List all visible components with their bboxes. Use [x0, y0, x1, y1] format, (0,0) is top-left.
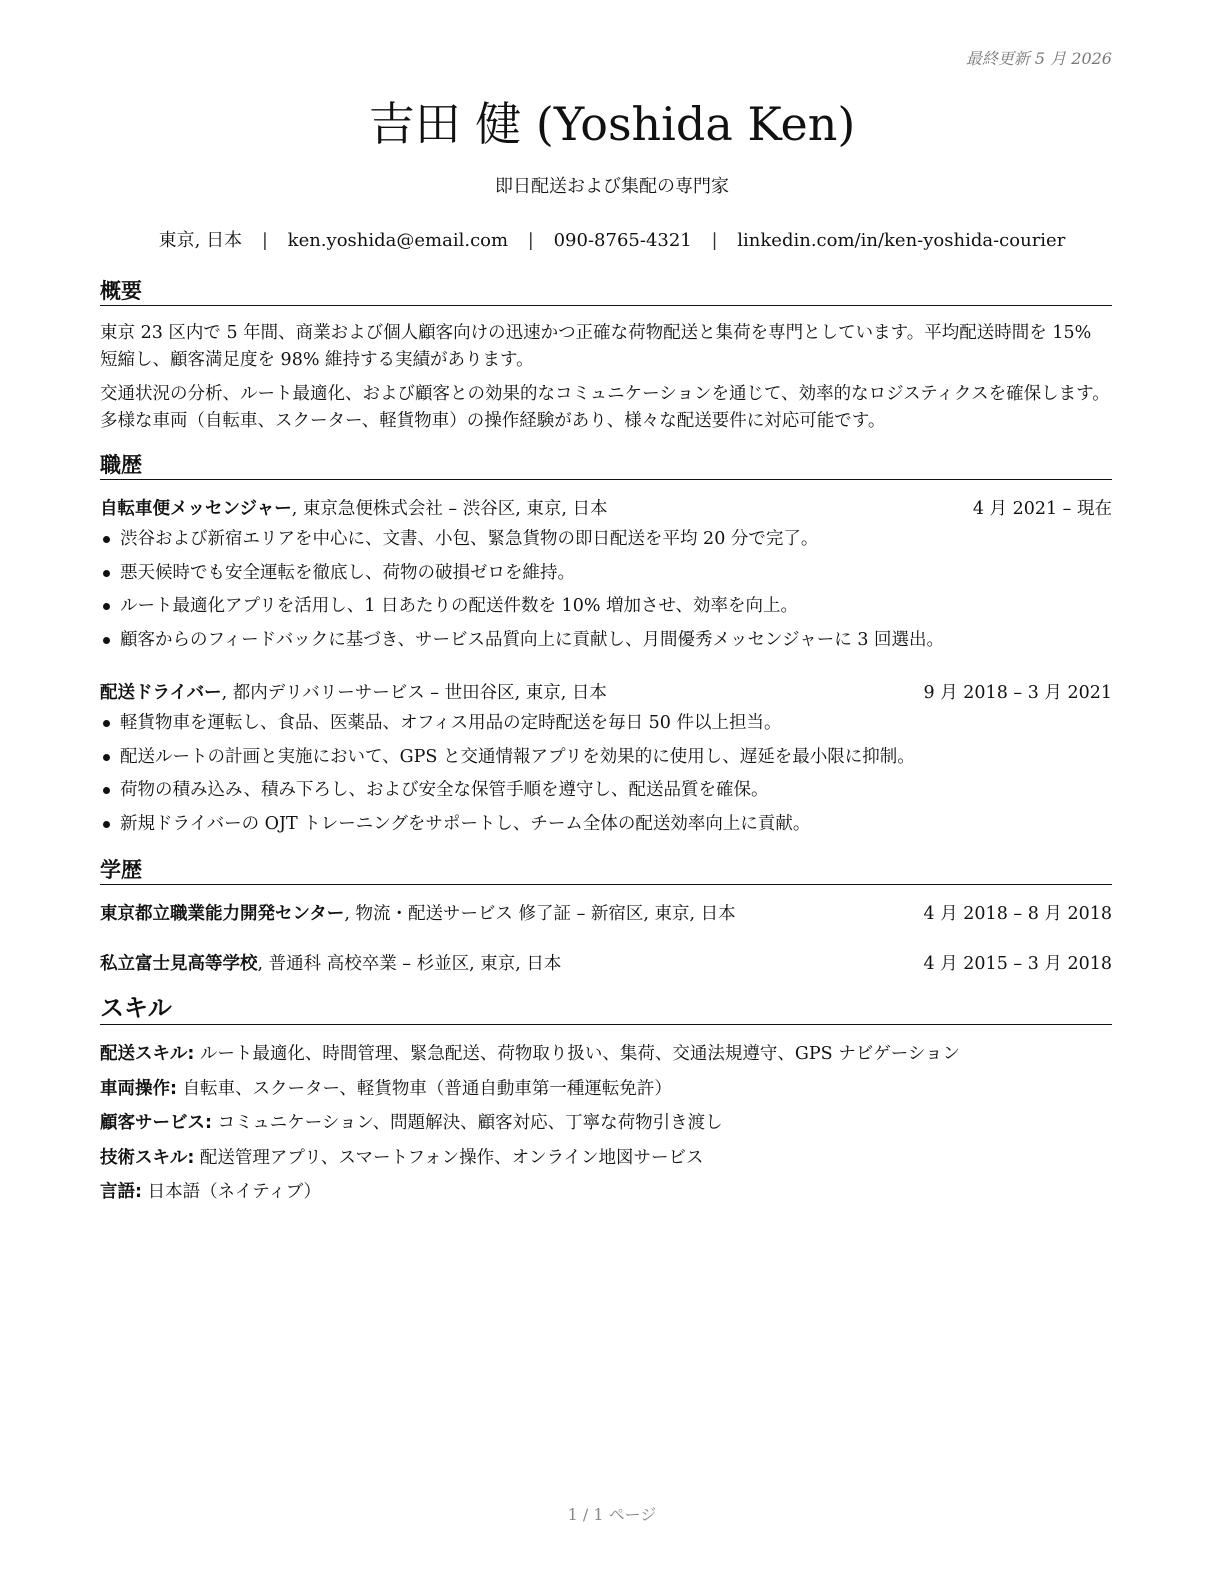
skill-item: 車両操作: 自転車、スクーター、軽貨物車（普通自動車第一種運転免許） [100, 1078, 672, 1099]
skill-item: 配送スキル: ルート最適化、時間管理、緊急配送、荷物取り扱い、集荷、交通法規遵守、GPS ナビゲーション [100, 1044, 960, 1064]
education-detail: , 普通科 高校卒業 – 杉並区, 東京, 日本 [257, 954, 562, 974]
contact-line [0, 226, 1224, 252]
bullet-dot [103, 570, 110, 577]
separator: | [711, 230, 718, 251]
skill-item: 技術スキル: 配送管理アプリ、スマートフォン操作、オンライン地図サービス [100, 1147, 704, 1168]
job-role: 自転車便メッセンジャー [100, 499, 292, 519]
bullet-item: 荷物の積み込み、積み下ろし、および安全な保管手順を遵守し、配送品質を確保。 [100, 774, 1112, 808]
job-bullets [100, 707, 1112, 841]
bullet-dot [103, 536, 110, 543]
school-name: 東京都立職業能力開発センター [100, 904, 345, 924]
job-dates: 9 月 2018 – 3 月 2021 [923, 683, 1112, 703]
education-item [100, 950, 1112, 978]
job-role: 配送ドライバー [100, 683, 222, 703]
job-detail: , 都内デリバリーサービス – 世田谷区, 東京, 日本 [221, 683, 607, 703]
job-header [100, 495, 1112, 523]
skills-list [100, 1037, 1112, 1210]
bullet-item: ルート最適化アプリを活用し、1 日あたりの配送件数を 10% 増加させ、効率を向上。 [100, 590, 1112, 624]
school-name: 私立富士見高等学校 [100, 954, 258, 974]
bullet-item: 顧客からのフィードバックに基づき、サービス品質向上に貢献し、月間優秀メッセンジャーに 3 回選出。 [100, 624, 1112, 658]
bullet-item: 渋谷および新宿エリアを中心に、文書、小包、緊急貨物の即日配送を平均 20 分で完了。 [100, 523, 1112, 557]
education-detail: , 物流・配送サービス 修了証 – 新宿区, 東京, 日本 [344, 904, 736, 924]
bullet-item: 軽貨物車を運転し、食品、医薬品、オフィス用品の定時配送を毎日 50 件以上担当。 [100, 707, 1112, 741]
job-dates: 4 月 2021 – 現在 [972, 499, 1112, 519]
page-number: 1 / 1 ページ [567, 1505, 657, 1524]
location: 東京, 日本 [158, 230, 243, 251]
candidate-name: 吉田 健 (Yoshida Ken) [368, 97, 856, 151]
separator: | [527, 230, 534, 251]
skill-item: 言語: 日本語（ネイティブ） [100, 1182, 321, 1202]
bullet-dot [103, 637, 110, 644]
email-link[interactable]: ken.yoshida@email.com [287, 230, 509, 251]
phone: 090-8765-4321 [553, 230, 692, 251]
section-title-education: 学歴 [100, 858, 1112, 885]
education-dates: 4 月 2015 – 3 月 2018 [923, 954, 1112, 974]
education-dates: 4 月 2018 – 8 月 2018 [923, 904, 1112, 924]
last-updated: 最終更新 5 月 2026 [965, 49, 1112, 68]
section-title-summary: 概要 [100, 279, 1112, 306]
bullet-dot [103, 821, 110, 828]
bullet-dot [103, 787, 110, 794]
bullet-dot [103, 720, 110, 727]
job-header [100, 679, 1112, 707]
tagline: 即日配送および集配の専門家 [495, 176, 729, 197]
separator: | [261, 230, 268, 251]
job-bullets [100, 523, 1112, 657]
bullet-item: 新規ドライバーの OJT トレーニングをサポートし、チーム全体の配送効率向上に貢献。 [100, 808, 1112, 842]
bullet-item: 配送ルートの計画と実施において、GPS と交通情報アプリを効果的に使用し、遅延を最小限に抑制。 [100, 741, 1112, 775]
education-item [100, 900, 1112, 928]
bullet-item: 悪天候時でも安全運転を徹底し、荷物の破損ゼロを維持。 [100, 557, 1112, 591]
section-title-skills: スキル [100, 994, 1112, 1025]
job-detail: , 東京急便株式会社 – 渋谷区, 東京, 日本 [291, 499, 608, 519]
bullet-dot [103, 603, 110, 610]
skill-item: 顧客サービス: コミュニケーション、問題解決、顧客対応、丁寧な荷物引き渡し [100, 1113, 723, 1133]
linkedin-link[interactable]: linkedin.com/in/ken-yoshida-courier [737, 230, 1066, 251]
section-title-experience: 職歴 [100, 453, 1112, 480]
bullet-dot [103, 754, 110, 761]
summary-paragraph: 交通状況の分析、ルート最適化、および顧客との効果的なコミュニケーションを通じて、効率的なロジスティクスを確保します。多様な車両（自転車、スクーター、軽貨物車）の操作経験があり、様々な配送要件に対応可能です。 [100, 384, 1110, 431]
summary-paragraph: 東京 23 区内で 5 年間、商業および個人顧客向けの迅速かつ正確な荷物配送と集荷を専門としています。平均配送時間を 15% 短縮し、顧客満足度を 98% 維持する実績があります。 [100, 323, 1092, 370]
